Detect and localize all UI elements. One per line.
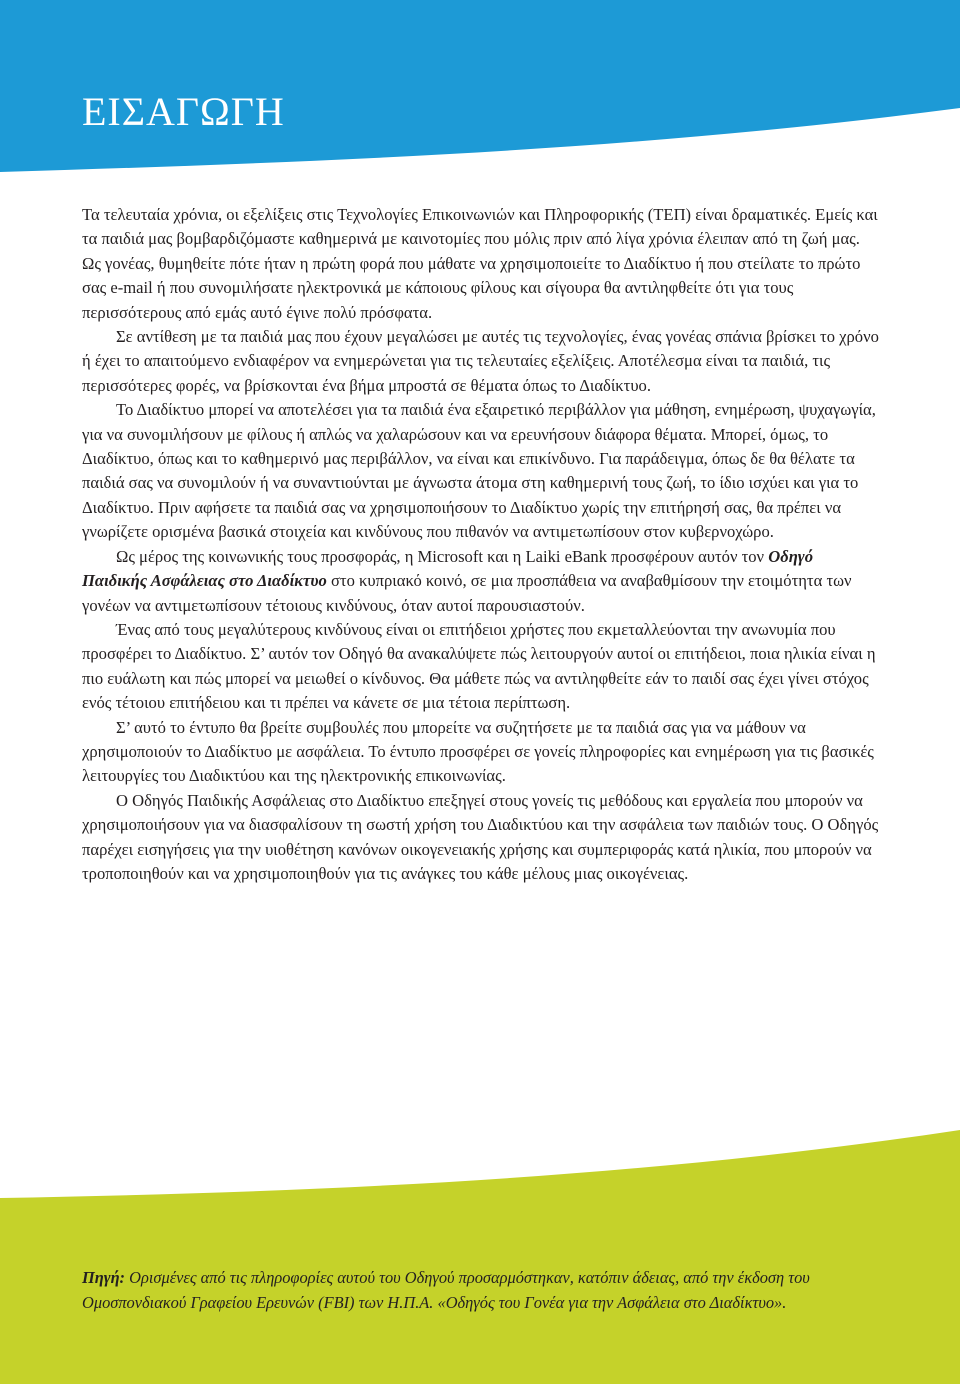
paragraph-4	[82, 545, 882, 618]
header-banner-shape	[0, 0, 960, 172]
paragraph-7: Ο Οδηγός Παιδικής Ασφάλειας στο Διαδίκτυο επεξηγεί στους γονείς τις μεθόδους και εργαλεία που μπορούν να χρησιμοποιήσουν για να διασφαλίσουν τη σωστή χρήση του Διαδικτύου και την ασφάλεια των παιδιών τους. Ο Οδηγός παρέχει εισηγήσεις για την υιοθέτηση κανόνων οικογενειακής χρήσης και συμπεριφοράς κατά ηλικία, που μπορούν να τροποποιηθούν και να χρησιμοποιηθούν για τις ανάγκες του κάθε μέλους μιας οικογένειας.	[82, 790, 879, 883]
paragraph-6: Σ’ αυτό το έντυπο θα βρείτε συμβουλές που μπορείτε να συζητήσετε με τα παιδιά σας για να μάθουν να χρησιμοποιούν το Διαδίκτυο με ασφάλεια. Το έντυπο προσφέρει σε γονείς πληροφορίες και ενημέρωση για τις βασικές λειτουργίες του Διαδικτύου και της ηλεκτρονικής επικοινωνίας.	[82, 717, 874, 786]
paragraph-3: Το Διαδίκτυο μπορεί να αποτελέσει για τα παιδιά ένα εξαιρετικό περιβάλλον για μάθηση, ενημέρωση, ψυχαγωγία, για να συνομιλήσουν με φίλους ή απλώς να χαλαρώσουν και να ερευνήσουν διάφορα θέματα. Μπορεί, όμως, το Διαδίκτυο, όπως και το καθημερινό μας περιβάλλον, να είναι και επικίνδυνο. Για παράδειγμα, όπως δε θα θέλατε τα παιδιά σας να συνομιλούν ή να συναντιούνται με άγνωστα άτομα στη καθημερινή τους ζωή, το ίδιο ισχύει και για το Διαδίκτυο. Πριν αφήσετε τα παιδιά σας να χρησιμοποιήσουν το Διαδίκτυο χωρίς την επιτήρησή σας, θα πρέπει να γνωρίζετε ορισμένα βασικά στοιχεία και κινδύνους που πιθανόν να αντιμετωπίσουν στον κυβερνοχώρο.	[82, 400, 876, 542]
footer-banner	[0, 1130, 960, 1384]
guide-title-emphasis: Οδηγό Παιδικής Ασφάλειας στο Διαδίκτυο	[82, 546, 814, 591]
paragraph-1: Τα τελευταία χρόνια, οι εξελίξεις στις Τεχνολογίες Επικοινωνιών και Πληροφορικής (ΤΕΠ) είναι δραματικές. Εμείς και τα παιδιά μας βομβαρδιζόμαστε καθημερινά με καινοτομίες που μόλις πριν από λίγα χρόνια έλειπαν από τη ζωή μας. Ως γονέας, θυμηθείτε πότε ήταν η πρώτη φορά που μάθατε να χρησιμοποιείτε το Διαδίκτυο ή που στείλατε το πρώτο σας e-mail ή που συνομιλήσατε ηλεκτρονικά με κάποιους φίλους και σίγουρα θα αντιληφθείτε ότι για τους περισσότερους από εμάς αυτό έγινε πολύ πρόσφατα.	[82, 205, 878, 322]
source-note	[82, 1266, 882, 1315]
paragraph-2: Σε αντίθεση με τα παιδιά μας που έχουν μεγαλώσει με αυτές τις τεχνολογίες, ένας γονέας σπάνια βρίσκει το χρόνο ή έχει το απαιτούμενο ενδιαφέρον να ενημερώνεται για τις τελευταίες εξελίξεις. Αποτέλεσμα είναι τα παιδιά, τις περισσότερες φορές, να βρίσκονται ένα βήμα μπροστά σε θέματα όπως το Διαδίκτυο.	[82, 327, 879, 395]
source-text: Ορισμένες από τις πληροφορίες αυτού του Οδηγού προσαρμόστηκαν, κατόπιν άδειας, από την έκδοση του Ομοσπονδιακού Γραφείου Ερευνών (FBI) των Η.Π.Α. «Οδηγός του Γονέα για την Ασφάλεια στο Διαδίκτυο».	[82, 1268, 810, 1312]
page-title: ΕΙΣΑΓΩΓΗ	[82, 89, 285, 134]
paragraph-4-end: στο κυπριακό κοινό, σε μια προσπάθεια να αναβαθμίσουν την ετοιμότητα των γονέων να αντιμετωπίσουν τέτοιους κινδύνους, όταν αυτοί παρουσιαστούν.	[82, 571, 852, 615]
footer-banner-shape	[0, 1130, 960, 1384]
body-text	[82, 203, 882, 886]
source-label: Πηγή:	[82, 1268, 126, 1287]
paragraph-4-start: Ως μέρος της κοινωνικής τους προσφοράς, η Microsoft και η Laiki eBank προσφέρουν αυτόν τον	[116, 546, 769, 566]
paragraph-5: Ένας από τους μεγαλύτερους κινδύνους είναι οι επιτήδειοι χρήστες που εκμεταλλεύονται την ανωνυμία που προσφέρει το Διαδίκτυο. Σ’ αυτόν τον Οδηγό θα ανακαλύψετε πώς λειτουργούν αυτοί οι επιτήδειοι, ποια ηλικία είναι η πιο ευάλωτη και πώς μπορεί να μειωθεί ο κίνδυνος. Θα μάθετε πώς να αντιληφθείτε εάν το παιδί σας έχει γίνει στόχος ενός τέτοιου επιτήδειου και τι πρέπει να κάνετε σε μια τέτοια περίπτωση.	[82, 619, 876, 713]
